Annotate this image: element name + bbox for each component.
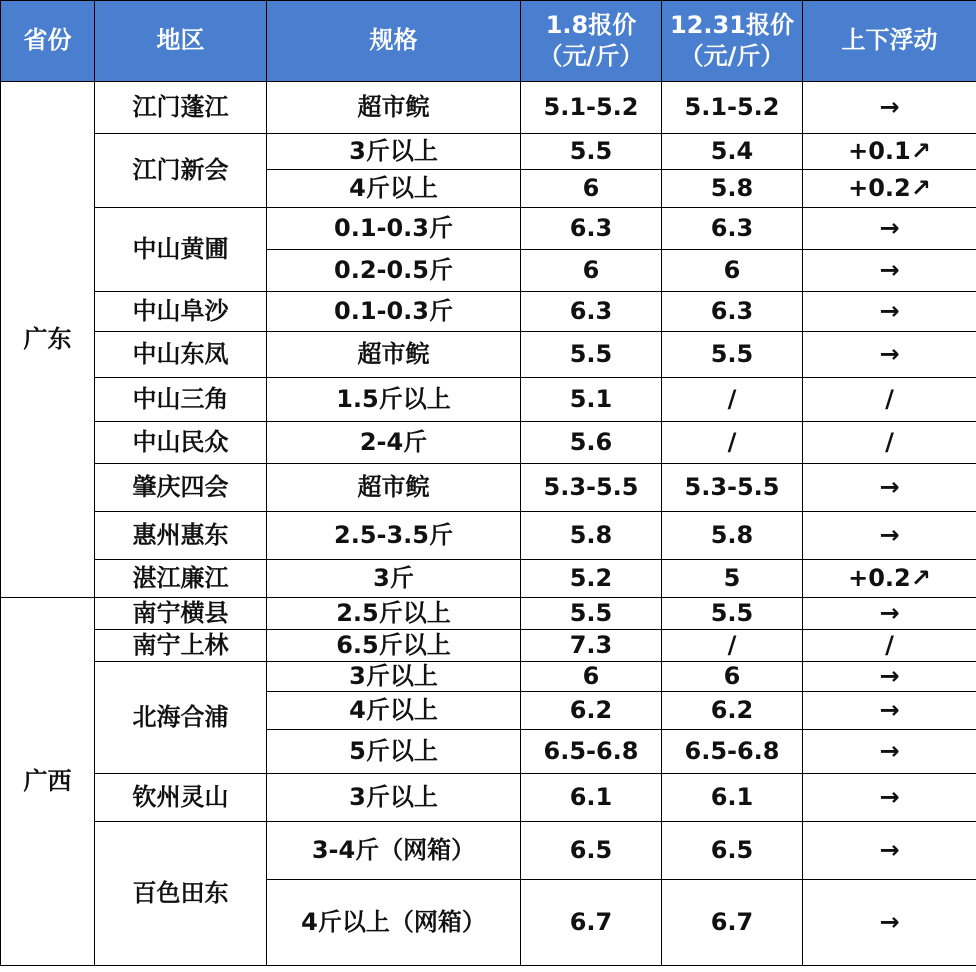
table-row [1,774,976,822]
spec-cell: 4斤以上（网箱） [267,880,521,966]
region-cell: 中山黄圃 [95,208,267,292]
province-cell: 广西 [1,598,95,966]
spec-cell: 0.1-0.3斤 [267,292,521,332]
price-1231-cell: 6.3 [662,292,803,332]
region-cell: 南宁上林 [95,630,267,662]
change-cell: +0.2↗ [803,170,976,208]
change-cell: → [803,250,976,292]
header-region: 地区 [95,1,267,82]
spec-cell: 3斤 [267,560,521,598]
price-1231-cell: 5 [662,560,803,598]
price-0108-cell: 5.6 [521,422,662,464]
header-price-0108: 1.8报价（元/斤） [521,1,662,82]
price-0108-cell: 7.3 [521,630,662,662]
change-cell: → [803,512,976,560]
header-price-1231: 12.31报价（元/斤） [662,1,803,82]
price-0108-cell: 5.5 [521,332,662,378]
price-0108-cell: 5.3-5.5 [521,464,662,512]
change-cell: → [803,208,976,250]
change-cell: → [803,822,976,880]
price-1231-cell: 6 [662,662,803,692]
price-0108-cell: 6.3 [521,292,662,332]
spec-cell: 3-4斤（网箱） [267,822,521,880]
region-cell: 钦州灵山 [95,774,267,822]
price-0108-cell: 6.2 [521,692,662,730]
change-cell: → [803,82,976,134]
spec-cell: 1.5斤以上 [267,378,521,422]
price-1231-cell: 5.4 [662,134,803,170]
table-row [1,208,976,250]
price-1231-cell: 6.7 [662,880,803,966]
price-0108-cell: 6.1 [521,774,662,822]
region-cell: 中山民众 [95,422,267,464]
price-1231-cell: 5.1-5.2 [662,82,803,134]
price-1231-cell: 6.1 [662,774,803,822]
change-cell: → [803,774,976,822]
price-1231-cell: 5.8 [662,512,803,560]
table-row [1,598,976,630]
change-cell: → [803,730,976,774]
change-cell: +0.2↗ [803,560,976,598]
price-1231-cell: 6.5 [662,822,803,880]
change-cell: → [803,332,976,378]
price-0108-cell: 6.7 [521,880,662,966]
spec-cell: 4斤以上 [267,170,521,208]
table-row [1,560,976,598]
spec-cell: 0.2-0.5斤 [267,250,521,292]
price-1231-cell: 6.5-6.8 [662,730,803,774]
region-cell: 湛江廉江 [95,560,267,598]
change-cell: → [803,292,976,332]
region-cell: 惠州惠东 [95,512,267,560]
table-row [1,82,976,134]
spec-cell: 3斤以上 [267,774,521,822]
price-0108-cell: 5.1-5.2 [521,82,662,134]
region-cell: 中山阜沙 [95,292,267,332]
spec-cell: 2-4斤 [267,422,521,464]
table-row [1,662,976,692]
price-0108-cell: 6 [521,250,662,292]
table-row [1,134,976,170]
region-cell: 北海合浦 [95,662,267,774]
change-cell: / [803,422,976,464]
price-0108-cell: 6 [521,662,662,692]
region-cell: 中山东凤 [95,332,267,378]
price-1231-cell: 6.2 [662,692,803,730]
region-cell: 江门蓬江 [95,82,267,134]
spec-cell: 4斤以上 [267,692,521,730]
spec-cell: 5斤以上 [267,730,521,774]
table-row [1,822,976,880]
change-cell: → [803,880,976,966]
price-1231-cell: 5.3-5.5 [662,464,803,512]
change-cell: +0.1↗ [803,134,976,170]
table-row [1,292,976,332]
spec-cell: 3斤以上 [267,134,521,170]
price-1231-cell: 6 [662,250,803,292]
price-1231-cell: 6.3 [662,208,803,250]
price-0108-cell: 6 [521,170,662,208]
price-1231-cell: 5.8 [662,170,803,208]
price-1231-cell: 5.5 [662,598,803,630]
header-row [1,1,976,82]
spec-cell: 超市鲩 [267,464,521,512]
change-cell: → [803,692,976,730]
price-0108-cell: 5.5 [521,598,662,630]
price-1231-cell: 5.5 [662,332,803,378]
price-1231-cell: / [662,422,803,464]
price-0108-cell: 5.5 [521,134,662,170]
price-0108-cell: 5.2 [521,560,662,598]
header-spec: 规格 [267,1,521,82]
table-row [1,630,976,662]
change-cell: → [803,464,976,512]
change-cell: / [803,378,976,422]
change-cell: / [803,630,976,662]
spec-cell: 超市鲩 [267,82,521,134]
spec-cell: 2.5-3.5斤 [267,512,521,560]
table-row [1,512,976,560]
region-cell: 百色田东 [95,822,267,966]
spec-cell: 6.5斤以上 [267,630,521,662]
header-change: 上下浮动 [803,1,976,82]
spec-cell: 0.1-0.3斤 [267,208,521,250]
table-row [1,378,976,422]
price-0108-cell: 6.5 [521,822,662,880]
region-cell: 肇庆四会 [95,464,267,512]
header-province: 省份 [1,1,95,82]
table-row [1,464,976,512]
change-cell: → [803,598,976,630]
table-row [1,332,976,378]
price-0108-cell: 5.8 [521,512,662,560]
province-cell: 广东 [1,82,95,598]
spec-cell: 2.5斤以上 [267,598,521,630]
price-0108-cell: 5.1 [521,378,662,422]
spec-cell: 超市鲩 [267,332,521,378]
region-cell: 中山三角 [95,378,267,422]
change-cell: → [803,662,976,692]
region-cell: 南宁横县 [95,598,267,630]
region-cell: 江门新会 [95,134,267,208]
price-1231-cell: / [662,378,803,422]
price-1231-cell: / [662,630,803,662]
price-0108-cell: 6.3 [521,208,662,250]
price-0108-cell: 6.5-6.8 [521,730,662,774]
spec-cell: 3斤以上 [267,662,521,692]
table-row [1,422,976,464]
